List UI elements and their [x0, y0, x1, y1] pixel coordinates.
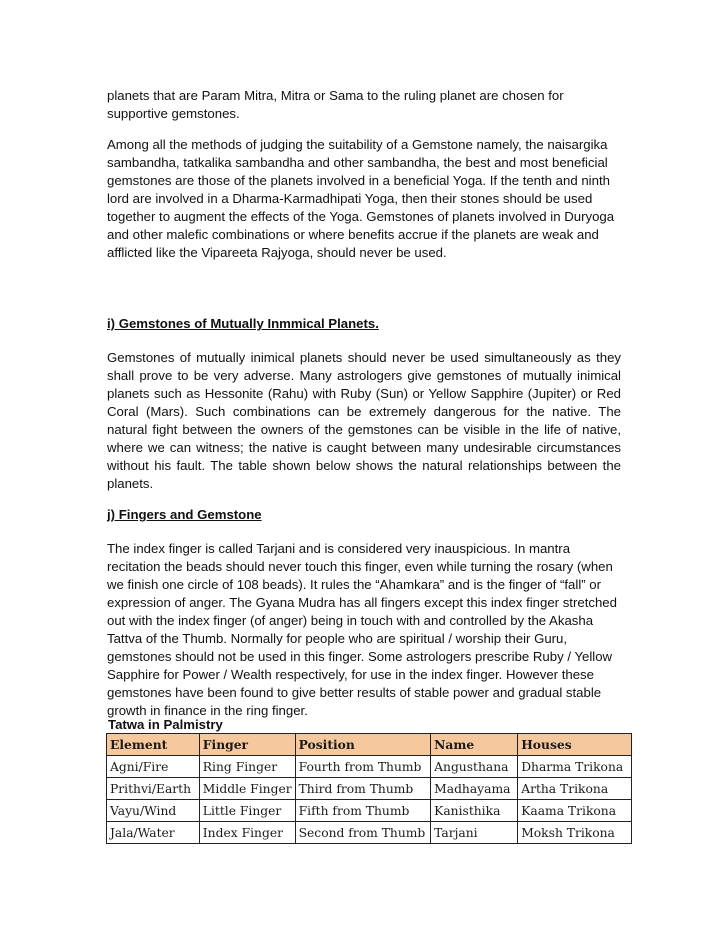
table-title: Tatwa in Palmistry: [108, 717, 223, 732]
cell-name: Tarjani: [431, 822, 518, 844]
heading-mutually-inimical: i) Gemstones of Mutually Inmmical Planets.: [107, 316, 379, 331]
table-row: [107, 778, 632, 800]
cell-finger: Little Finger: [199, 800, 295, 822]
cell-name: Angusthana: [431, 756, 518, 778]
table-header-row: [107, 734, 632, 756]
cell-element: Prithvi/Earth: [107, 778, 200, 800]
header-name: Name: [431, 734, 518, 756]
cell-houses: Dharma Trikona: [518, 756, 632, 778]
cell-houses: Kaama Trikona: [518, 800, 632, 822]
table-row: [107, 800, 632, 822]
header-position: Position: [295, 734, 431, 756]
header-houses: Houses: [518, 734, 632, 756]
paragraph-inimical-planets: Gemstones of mutually inimical planets should never be used simultaneously as they shall prove to be very adverse. Many astrologers give gemstones of mutually inimical planets such as Hessonite (Rahu) with Ruby (Sun) or Yellow Sapphire (Jupiter) or Red Coral (Mars). Such combinations can be extremely dangerous for the native. The natural fight between the owners of the gemstones can be visible in the life of native, where we can witness; the native is caught between many undesirable circumstances without his fault. The table shown below shows the natural relationships between the planets.: [107, 350, 621, 491]
cell-houses: Moksh Trikona: [518, 822, 632, 844]
table-row: [107, 822, 632, 844]
cell-finger: Ring Finger: [199, 756, 295, 778]
table-row: [107, 756, 632, 778]
cell-element: Jala/Water: [107, 822, 200, 844]
tatwa-table: [106, 733, 632, 844]
cell-name: Madhayama: [431, 778, 518, 800]
cell-position: Second from Thumb: [295, 822, 431, 844]
heading-fingers-gemstone: j) Fingers and Gemstone: [107, 507, 262, 522]
cell-finger: Middle Finger: [199, 778, 295, 800]
cell-houses: Artha Trikona: [518, 778, 632, 800]
cell-name: Kanisthika: [431, 800, 518, 822]
cell-element: Vayu/Wind: [107, 800, 200, 822]
cell-element: Agni/Fire: [107, 756, 200, 778]
cell-position: Third from Thumb: [295, 778, 431, 800]
paragraph-supportive-gemstones: planets that are Param Mitra, Mitra or Sama to the ruling planet are chosen for supportive gemstones.: [107, 88, 564, 121]
cell-finger: Index Finger: [199, 822, 295, 844]
paragraph-yoga-gemstones: Among all the methods of judging the suitability of a Gemstone namely, the naisargika sambandha, tatkalika sambandha and other sambandha, the best and most beneficial gemstones are those of the planets involved in a beneficial Yoga. If the tenth and ninth lord are involved in a Dharma-Karmadhipati Yoga, then their stones should be used together to augment the effects of the Yoga. Gemstones of planets involved in Duryoga and other malefic combinations or where benefits accrue if the planets are weak and afflicted like the Vipareeta Rajyoga, should never be used.: [107, 137, 615, 260]
paragraph-index-finger: The index finger is called Tarjani and is considered very inauspicious. In mantra recitation the beads should never touch this finger, even while turning the rosary (when we finish one circle of 108 beads). It rules the “Ahamkara” and is the finger of “fall” or expression of anger. The Gyana Mudra has all fingers except this index finger stretched out with the index finger (of anger) being in touch with and controlled by the Akasha Tattva of the Thumb. Normally for people who are spiritual / worship their Guru, gemstones should not be used in this finger. Some astrologers prescribe Ruby / Yellow Sapphire for Power / Wealth respectively, for use in the index finger. However these gemstones have been found to give better results of stable power and gradual stable growth in finance in the ring finger.: [107, 541, 617, 718]
cell-position: Fifth from Thumb: [295, 800, 431, 822]
cell-position: Fourth from Thumb: [295, 756, 431, 778]
header-finger: Finger: [199, 734, 295, 756]
header-element: Element: [107, 734, 200, 756]
